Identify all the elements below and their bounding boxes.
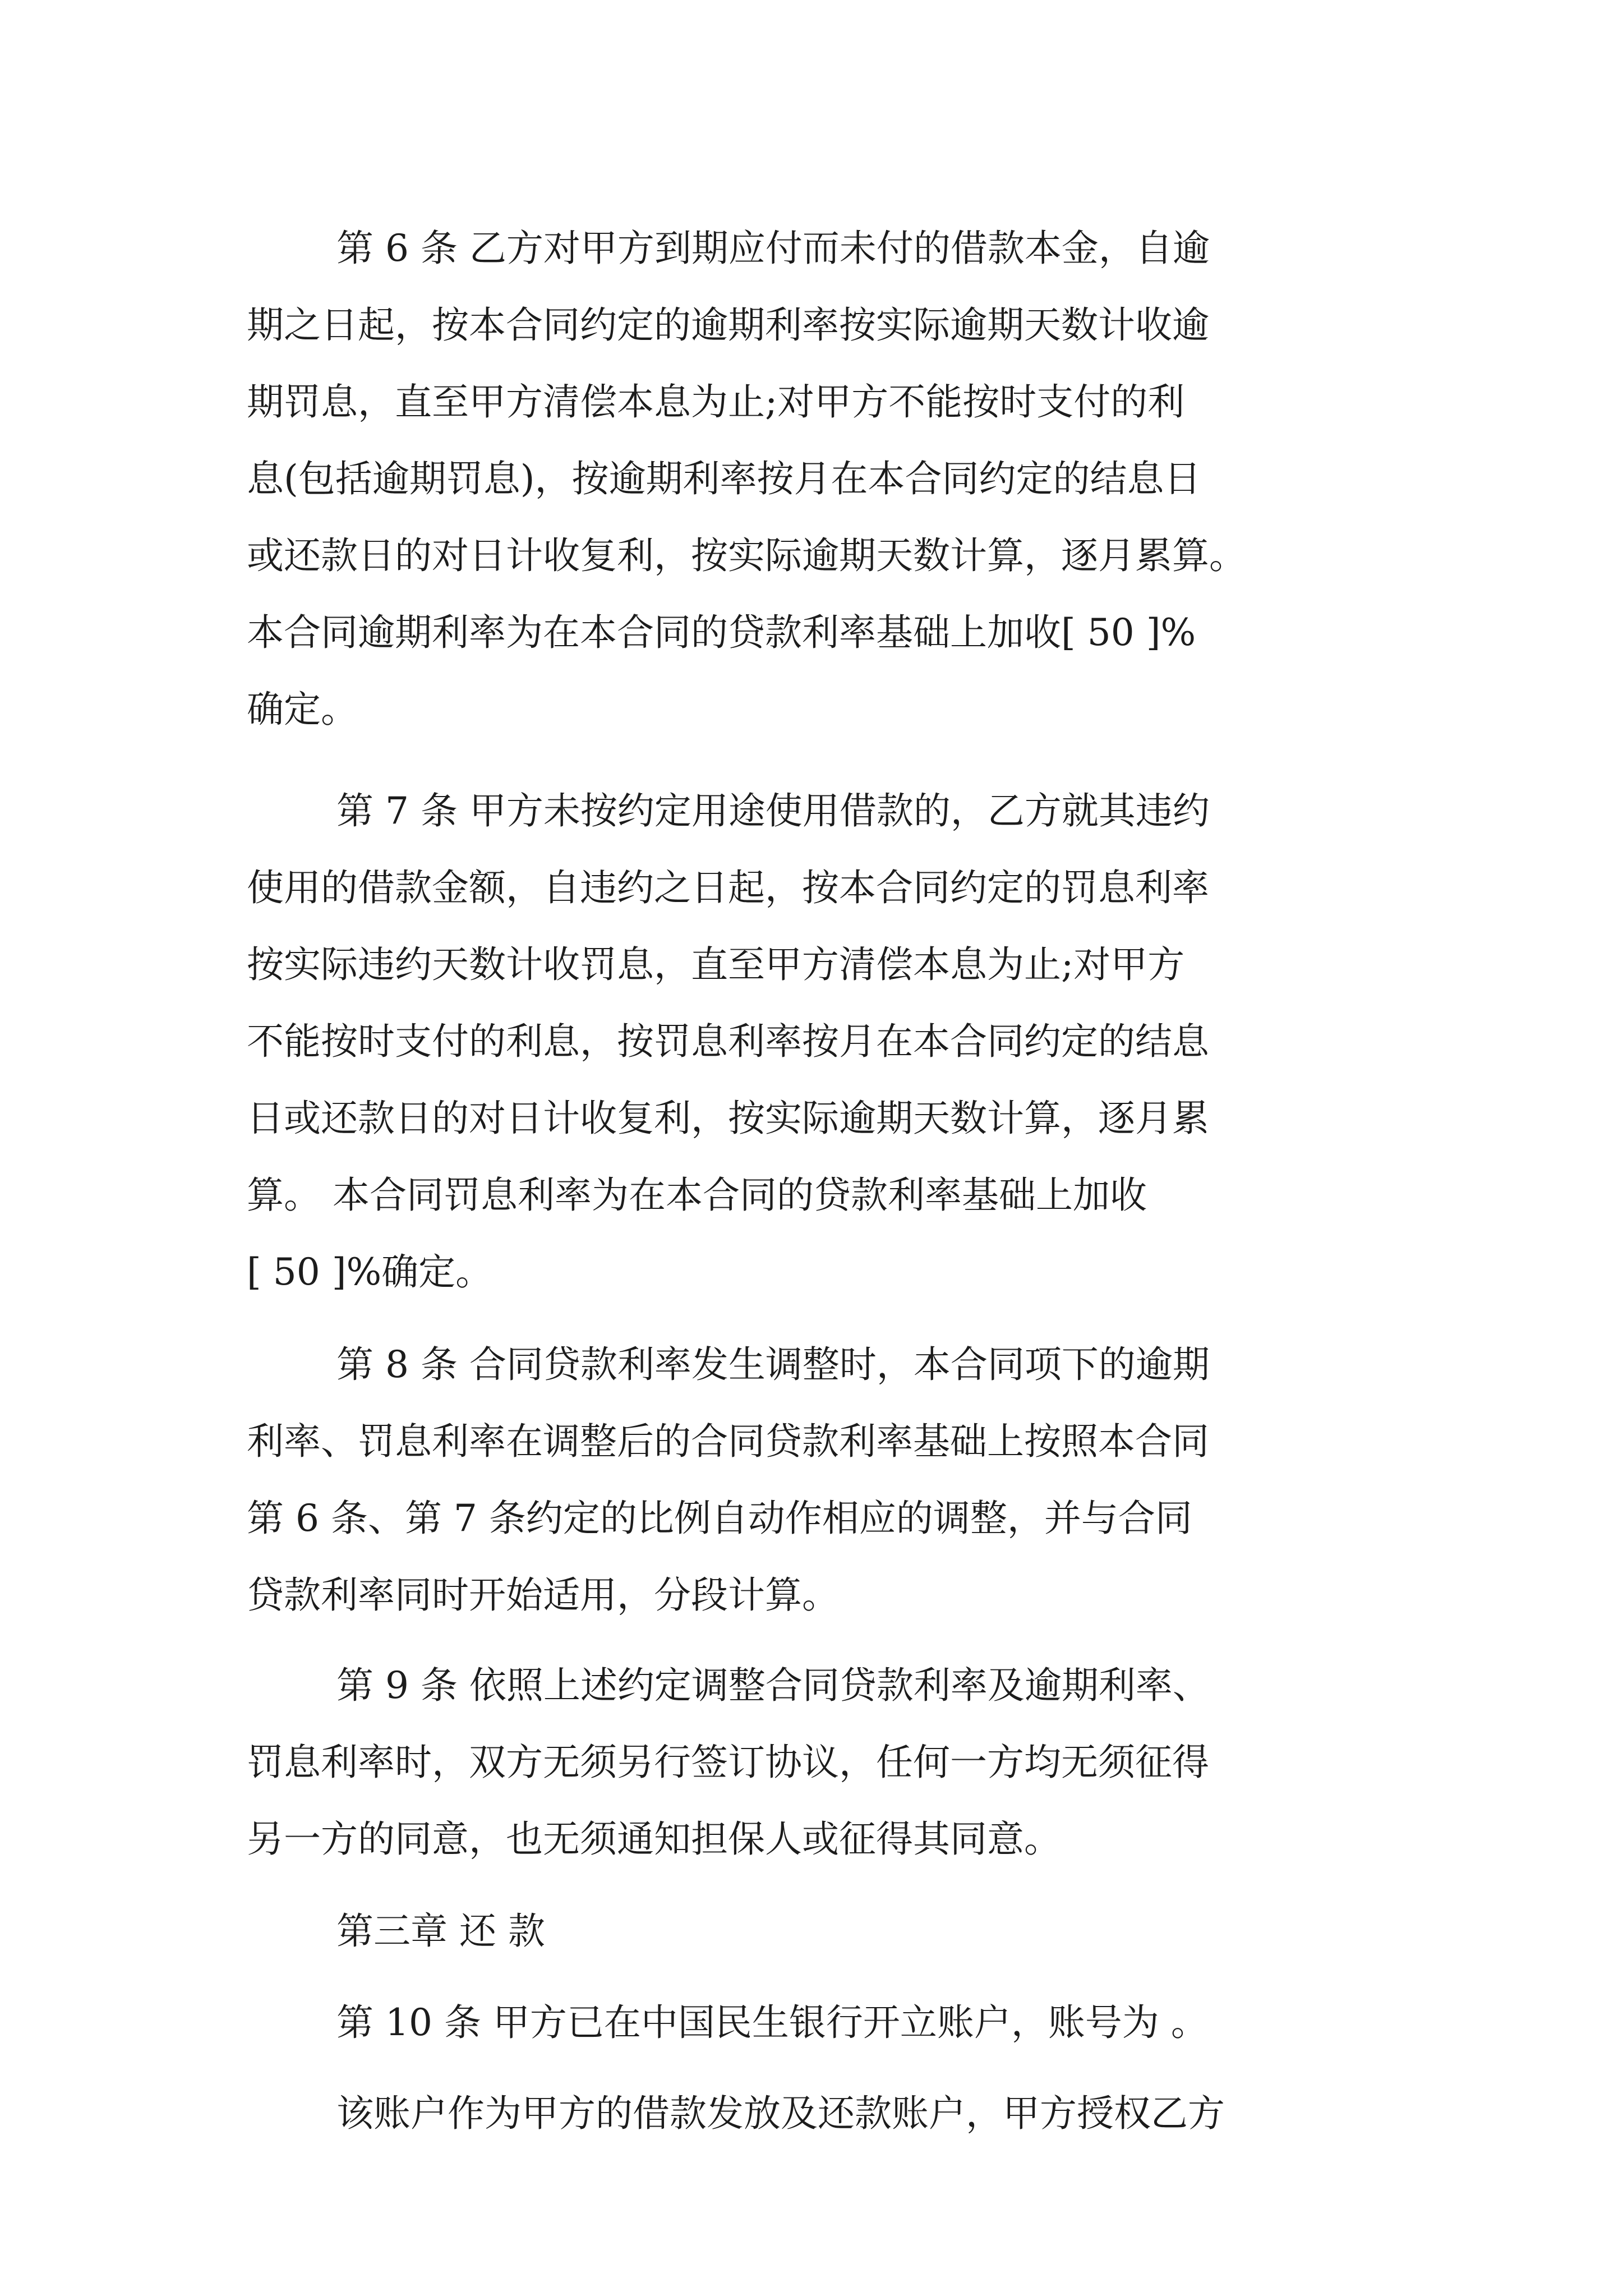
- text-line: 按实际违约天数计收罚息，直至甲方清偿本息为止;对甲方: [247, 943, 1185, 986]
- text-line: [ 50 ]%确定。: [247, 1250, 493, 1294]
- text-line: 第 6 条、第 7 条约定的比例自动作相应的调整，并与合同: [247, 1497, 1192, 1540]
- text-line: 算。 本合同罚息利率为在本合同的贷款利率基础上加收: [247, 1174, 1147, 1217]
- chapter-heading: 第三章 还 款: [336, 1910, 545, 1953]
- text-line: 不能按时支付的利息，按罚息利率按月在本合同约定的结息: [247, 1020, 1209, 1063]
- text-line: 或还款日的对日计收复利，按实际逾期天数计算，逐月累算。: [247, 534, 1246, 577]
- text-line: 确定。: [247, 688, 358, 731]
- text-line: 日或还款日的对日计收复利，按实际逾期天数计算，逐月累: [247, 1097, 1209, 1140]
- text-line: 贷款利率同时开始适用，分段计算。: [247, 1573, 839, 1617]
- text-line: 使用的借款金额，自违约之日起，按本合同约定的罚息利率: [247, 866, 1209, 909]
- text-line: 期罚息，直至甲方清偿本息为止;对甲方不能按时支付的利: [247, 380, 1185, 424]
- article-10-continuation-line: 该账户作为甲方的借款发放及还款账户，甲方授权乙方: [336, 2092, 1225, 2135]
- article-10-line: 第 10 条 甲方已在中国民生银行开立账户，账号为 。: [336, 2001, 1208, 2044]
- text-line: 第 6 条 乙方对甲方到期应付而未付的借款本金，自逾: [336, 227, 1210, 270]
- text-line: 息(包括逾期罚息)，按逾期利率按月在本合同约定的结息日: [247, 457, 1201, 500]
- text-line: 第 9 条 依照上述约定调整合同贷款利率及逾期利率、: [336, 1664, 1210, 1707]
- text-line: 期之日起，按本合同约定的逾期利率按实际逾期天数计收逾: [247, 303, 1209, 347]
- text-line: 罚息利率时，双方无须另行签订协议，任何一方均无须征得: [247, 1741, 1209, 1784]
- text-line: 第 8 条 合同贷款利率发生调整时，本合同项下的逾期: [336, 1343, 1210, 1386]
- text-line: 利率、罚息利率在调整后的合同贷款利率基础上按照本合同: [247, 1420, 1209, 1463]
- text-line: 第 7 条 甲方未按约定用途使用借款的，乙方就其违约: [336, 789, 1210, 832]
- text-line: 本合同逾期利率为在本合同的贷款利率基础上加收[ 50 ]%: [247, 611, 1196, 654]
- text-line: 另一方的同意，也无须通知担保人或征得其同意。: [247, 1818, 1061, 1861]
